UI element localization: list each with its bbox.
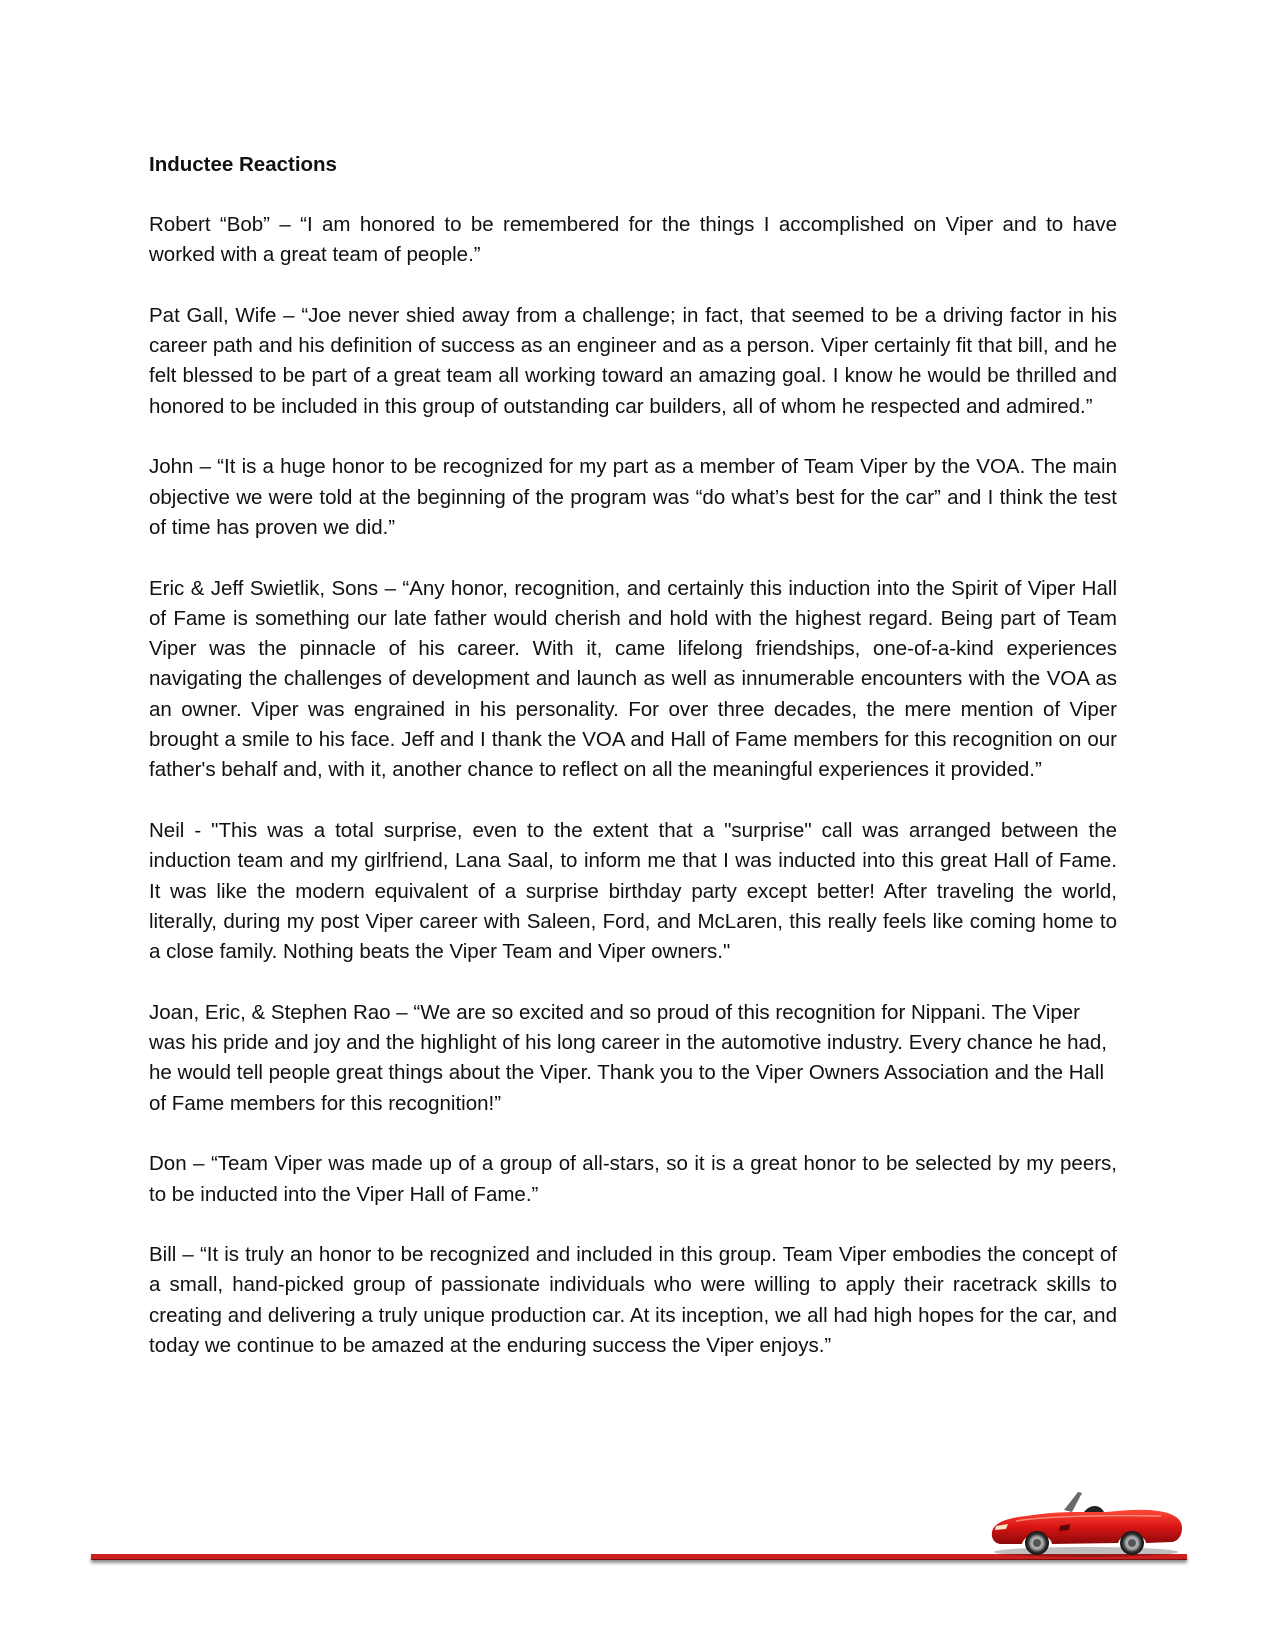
reaction-paragraph-pat-gall: Pat Gall, Wife – “Joe never shied away from a challenge; in fact, that seemed to be a driving factor in his career path and his definition of success as an engineer and as a person. Viper certainly fit that bill, and he felt blessed to be part of a great team all working toward an amazing goal. I know he would be thrilled and honored to be included in this group of outstanding car builders, all of whom he respected and admired.” [149, 303, 1117, 418]
reaction-paragraph-bill: Bill – “It is truly an honor to be recognized and included in this group. Team Viper embodies the concept of a small, hand-picked group of passionate individuals who were willing to apply their racetrack skills to creating and delivering a truly unique production car. At its inception, we all had high hopes for the car, and today we continue to be amazed at the enduring success the Viper enjoys.” [149, 1243, 1117, 1357]
page-footer [91, 1488, 1191, 1618]
reaction-paragraph-robert: Robert “Bob” – “I am honored to be remembered for the things I accomplished on Viper and to have worked with a great team of people.” [149, 213, 1117, 267]
section-heading: Inductee Reactions [149, 153, 337, 176]
reaction-paragraph-swietlik: Eric & Jeff Swietlik, Sons – “Any honor, recognition, and certainly this induction into the Spirit of Viper Hall of Fame is something our late father would cherish and hold with the highest regard. Being part of Team Viper was the pinnacle of his career. With it, came lifelong friendships, one-of-a-kind experiences navigating the challenges of development and launch as well as innumerable encounters with the VOA as an owner. Viper was engrained in his personality. For over three decades, the mere mention of Viper brought a smile to his face. Jeff and I thank the VOA and Hall of Fame members for this recognition on our father's behalf and, with it, another chance to reflect on all the meaningful experiences it provided.” [149, 576, 1117, 782]
red-convertible-car-icon [986, 1488, 1186, 1558]
document-body [149, 150, 1117, 1392]
reaction-paragraph-john: John – “It is a huge honor to be recognized for my part as a member of Team Viper by the VOA. The main objective we were told at the beginning of the program was “do what’s best for the car” and I think the test of time has proven we did.” [149, 455, 1117, 539]
reaction-paragraph-don: Don – “Team Viper was made up of a group of all-stars, so it is a great honor to be selected by my peers, to be inducted into the Viper Hall of Fame.” [149, 1152, 1117, 1206]
reaction-paragraph-rao: Joan, Eric, & Stephen Rao – “We are so excited and so proud of this recognition for Nippani. The Viper was his pride and joy and the highlight of his long career in the automotive industry. Every chance he had, he would tell people great things about the Viper. Thank you to the Viper Owners Association and the Hall of Fame members for this recognition!” [149, 1000, 1107, 1115]
reaction-paragraph-neil: Neil - "This was a total surprise, even to the extent that a "surprise" call was arranged between the induction team and my girlfriend, Lana Saal, to inform me that I was inducted into this great Hall of Fame. It was like the modern equivalent of a surprise birthday party except better! After traveling the world, literally, during my post Viper career with Saleen, Ford, and McLaren, this really feels like coming home to a close family. Nothing beats the Viper Team and Viper owners." [149, 818, 1117, 964]
